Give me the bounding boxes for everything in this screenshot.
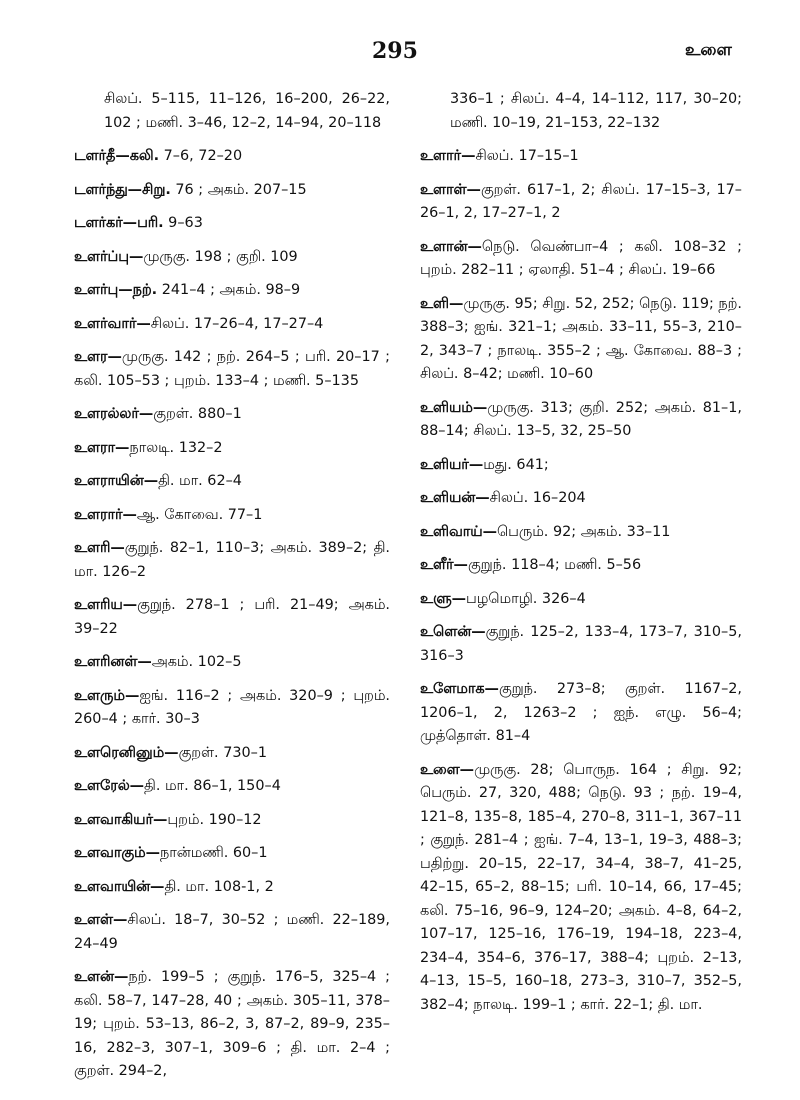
entry-headword: உளவாகும்— (74, 845, 161, 861)
index-entry (74, 909, 390, 956)
entry-headword: உளர்ப்பு— (74, 248, 144, 265)
entry-headword: உளி— (420, 295, 464, 312)
entry-references: குறுந். 273–8; குறள். 1167–2, 1206–1, 2, 1263–2 ; ஐந். எழு. 56–4; முத்தொள். 81–4 (420, 681, 742, 744)
entry-headword: உளவாயின்— (74, 878, 165, 895)
entry-headword: உளர்வார்— (74, 315, 151, 332)
entry-references: குறுந். 125–2, 133–4, 173–7, 310–5, 316–3 (420, 624, 742, 664)
index-entry (74, 809, 390, 833)
entry-headword: டளர்ந்து—சிறு. (74, 181, 171, 198)
entry-references: சிலப். 17–15–1 (475, 148, 579, 164)
entry-headword: உளியன்— (420, 490, 490, 506)
entry-references: பெரும். 92; அகம். 33–11 (496, 523, 671, 540)
entry-headword: உளரல்லர்— (74, 406, 154, 422)
index-entry (420, 236, 742, 283)
index-entry (74, 246, 390, 270)
entry-references: முருகு. 313; குறி. 252; அகம். 81–1, 88–14; சிலப். 13–5, 32, 25–50 (420, 399, 742, 439)
entry-headword: உளரெனினும்— (74, 744, 179, 761)
entry-references: சிலப். 17–26–4, 17–27–4 (150, 315, 324, 332)
entry-headword: உளியம்— (420, 399, 488, 416)
index-entry (74, 403, 390, 427)
entry-headword: உளீர்— (420, 557, 468, 573)
index-entry (420, 678, 742, 749)
index-entry (74, 775, 390, 799)
entry-references: புறம். 190–12 (167, 811, 262, 828)
entry-references: நெடு. வெண்பா–4 ; கலி. 108–32 ; புறம். 282–11 ; ஏலாதி. 51–4 ; சிலப். 19–66 (420, 238, 742, 278)
entry-references: முருகு. 142 ; நற். 264–5 ; பரி. 20–17 ; கலி. 105–53 ; புறம். 133–4 ; மணி. 5–135 (74, 349, 390, 389)
entry-references: 76 ; அகம். 207–15 (170, 181, 307, 198)
index-entry (420, 145, 742, 169)
continuation-text: 336–1 ; சிலப். 4–4, 14–112, 117, 30–20; மணி. 10–19, 21–153, 22–132 (450, 91, 742, 131)
entry-headword: உளு— (420, 590, 467, 607)
index-entry (420, 397, 742, 444)
entry-references: நற். 199–5 ; குறுந். 176–5, 325–4 ; கலி. 58–7, 147–28, 40 ; அகம். 305–11, 378–19; புறம். 53–13, 86–2, 3, 87–2, 89–9, 235–16, 282–3, 307–1, 309–6 ; தி. மா. 2–4 ; குறள். 294–2, (74, 969, 390, 1079)
entry-headword: உளன்— (74, 969, 129, 985)
entry-headword: உளர— (74, 349, 122, 365)
entry-references: ஆ. கோவை. 77–1 (136, 506, 263, 523)
entry-references: 7–6, 72–20 (159, 148, 243, 164)
entry-headword: உளரார்— (74, 506, 137, 523)
entry-references: தி. மா. 108-1, 2 (164, 878, 274, 895)
entry-headword: உளார்— (420, 148, 476, 164)
entry-headword: உளை— (420, 761, 475, 778)
entry-references: 241–4 ; அகம். 98–9 (157, 282, 301, 298)
right-column (420, 88, 742, 1027)
entry-references: குறள். 880–1 (153, 406, 242, 422)
index-entry (74, 179, 390, 203)
entry-references: தி. மா. 62–4 (158, 473, 242, 489)
running-head: உளை (685, 40, 732, 60)
entry-references: குறள். 617–1, 2; சிலப். 17–15–3, 17–26–1, 2, 17–27–1, 2 (420, 181, 742, 221)
entry-references: குறுந். 118–4; மணி. 5–56 (467, 557, 642, 573)
entry-references: முருகு. 198 ; குறி. 109 (143, 248, 298, 265)
index-entry (74, 842, 390, 866)
index-entry (420, 454, 742, 478)
index-entry (74, 742, 390, 766)
entry-headword: உளரும்— (74, 687, 140, 704)
index-entry (74, 145, 390, 169)
entry-headword: டளர்தீ—கலி. (74, 148, 160, 164)
page-number: 295 (372, 38, 418, 64)
entry-references: சிலப். 18–7, 30–52 ; மணி. 22–189, 24–49 (74, 912, 390, 952)
index-entry (74, 504, 390, 528)
entry-headword: உளியர்— (420, 456, 484, 473)
entry-headword: உளவாகியர்— (74, 811, 168, 828)
entry-headword: உளரேல்— (74, 778, 145, 794)
entry-references: சிலப். 16–204 (489, 490, 586, 506)
index-entry (74, 594, 390, 641)
entry-headword: உளர்பு—நற். (74, 282, 158, 298)
index-entry (420, 759, 742, 1018)
index-entry (74, 437, 390, 461)
entry-references: 9–63 (163, 215, 203, 231)
entry-headword: உளரிய— (74, 597, 138, 613)
index-entry (74, 212, 390, 236)
index-entry (74, 537, 390, 584)
entry-headword: உளாள்— (420, 181, 481, 198)
entry-references: முருகு. 95; சிறு. 52, 252; நெடு. 119; நற். 388–3; ஐங். 321–1; அகம். 33–11, 55–3, 210–2, 343–7 ; நாலடி. 355–2 ; ஆ. கோவை. 88–3 ; சிலப். 8–42; மணி. 10–60 (420, 295, 742, 382)
entry-headword: உளிவாய்— (420, 523, 497, 540)
entry-references: முருகு. 28; பொருந. 164 ; சிறு. 92; பெரும். 27, 320, 488; நெடு. 93 ; நற். 19–4, 121–8, 135–8, 185–4, 270–8, 311–1, 367–11 ; குறுந். 281–4 ; ஐங். 7–4, 13–1, 19–3, 488–3; பதிற்று. 20–15, 22–17, 34–4, 38–7, 41–25, 42–15, 65–2, 88–15; பரி. 10–14, 66, 17–45; கலி. 75–16, 96–9, 124–20; அகம். 4–8, 64–2, 107–17, 125–16, 176–19, 194–18, 223–4, 234–4, 354–6, 376–17, 388–4; புறம். 2–13, 4–13, 15–5, 160–18, 273–3, 310–7, 352–5, 382–4; நாலடி. 199–1 ; கார். 22–1; தி. மா. (420, 761, 742, 1013)
left-column (74, 88, 390, 1094)
continuation-text: சிலப். 5–115, 11–126, 16–200, 26–22, 102 ; மணி. 3–46, 12–2, 14–94, 20–118 (104, 91, 390, 131)
entry-headword: உளென்— (420, 624, 486, 640)
index-entry (74, 313, 390, 337)
entry-references: குறள். 730–1 (178, 744, 268, 761)
entry-references: அகம். 102–5 (151, 654, 242, 670)
index-entry (420, 621, 742, 668)
entry-references: குறுந். 278–1 ; பரி. 21–49; அகம். 39–22 (74, 597, 390, 637)
entry-headword: உளள்— (74, 912, 128, 928)
index-entry (420, 487, 742, 511)
entry-headword: உளரா— (74, 439, 130, 456)
index-entry (74, 876, 390, 900)
index-entry (74, 346, 390, 393)
entry-references: மது. 641; (483, 456, 549, 473)
entry-references: பழமொழி. 326–4 (466, 590, 586, 607)
index-entry (420, 521, 742, 545)
index-entry (420, 554, 742, 578)
index-entry (74, 685, 390, 732)
entry-headword: டளர்கர்—பரி. (74, 215, 164, 231)
index-entry (74, 966, 390, 1084)
entry-headword: உளராயின்— (74, 473, 159, 489)
entry-references: நான்மணி. 60–1 (160, 845, 268, 861)
entry-headword: உளான்— (420, 238, 482, 255)
entry-headword: உளரினள்— (74, 654, 152, 670)
entry-references: குறுந். 82–1, 110–3; அகம். 389–2; தி. மா. 126–2 (74, 540, 390, 580)
right-entries (420, 145, 742, 1017)
entry-headword: உளேமாக— (420, 681, 499, 697)
index-entry (74, 279, 390, 303)
index-entry (74, 470, 390, 494)
left-entries (74, 145, 390, 1084)
entry-headword: உளரி— (74, 540, 125, 556)
index-entry (420, 293, 742, 387)
index-entry (420, 588, 742, 612)
entry-references: நாலடி. 132–2 (129, 439, 223, 456)
index-entry (420, 179, 742, 226)
entry-references: ஐங். 116–2 ; அகம். 320–9 ; புறம். 260–4 ; கார். 30–3 (74, 687, 390, 727)
index-entry (74, 651, 390, 675)
entry-references: தி. மா. 86–1, 150–4 (144, 778, 281, 794)
